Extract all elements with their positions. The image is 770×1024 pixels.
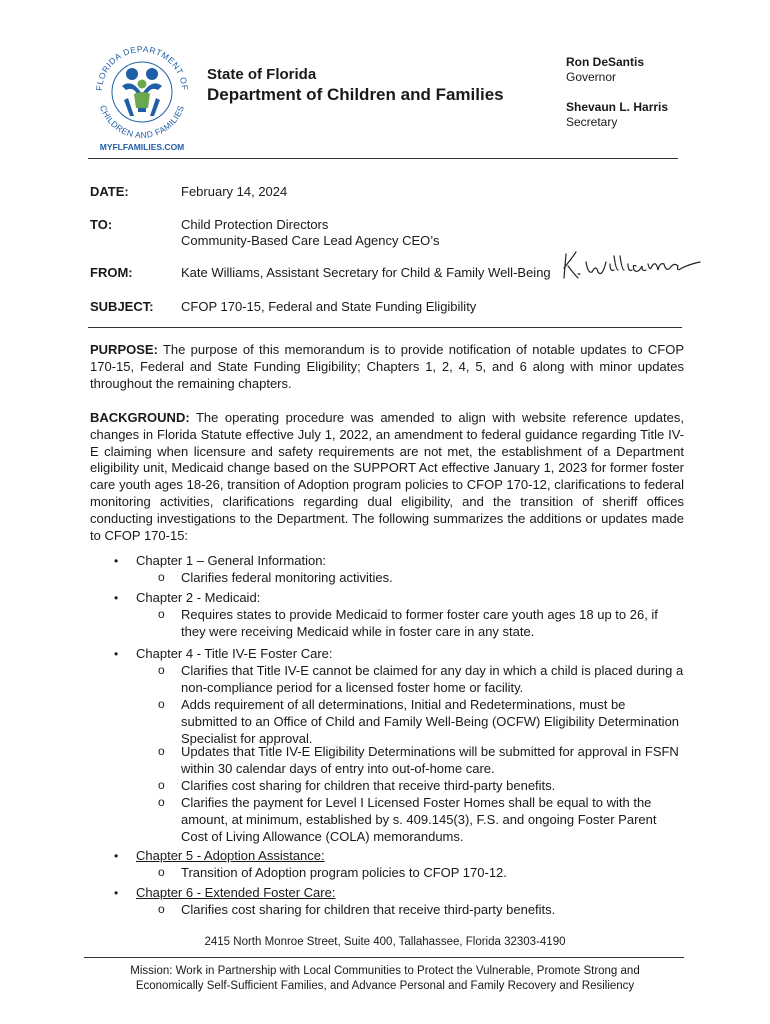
bullet-icon: • xyxy=(114,591,119,605)
chapter-4-item-3: Updates that Title IV-E Eligibility Determinations will be submitted for approval in FSFN within 30 calendar days of entry into out-of-home care. xyxy=(181,744,679,776)
bullet-icon: • xyxy=(114,554,119,568)
purpose-paragraph xyxy=(90,342,684,392)
mission-line-1: Mission: Work in Partnership with Local Communities to Protect the Vulnerable, Promote Strong and xyxy=(130,965,640,977)
from-label: FROM: xyxy=(90,265,133,280)
state-name: State of Florida xyxy=(207,66,317,83)
dcf-seal-logo xyxy=(88,38,196,154)
bullet-icon: • xyxy=(114,886,119,900)
header-divider xyxy=(88,158,678,159)
background-paragraph xyxy=(90,410,684,544)
footer-address: 2415 North Monroe Street, Suite 400, Tallahassee, Florida 32303-4190 xyxy=(204,936,566,948)
date-label: DATE: xyxy=(90,184,129,199)
chapter-6-item-1: Clarifies cost sharing for children that receive third-party benefits. xyxy=(181,902,556,917)
memo-divider xyxy=(88,327,682,328)
circle-bullet-icon: o xyxy=(158,795,165,809)
seal-text-bottom: CHILDREN AND FAMILIES xyxy=(97,103,187,141)
circle-bullet-icon: o xyxy=(158,778,165,792)
chapter-4-item-5: Clarifies the payment for Level I Licensed Foster Homes shall be equal to with the amount, at minimum, established by s. 409.145(3), F.S. and ongoing Foster Parent Cost of Living Allowance (COLA) memorandums. xyxy=(181,795,657,844)
mission-line-2: Economically Self-Sufficient Families, and Advance Personal and Family Recovery and Resiliency xyxy=(135,980,635,992)
background-text: The operating procedure was amended to align with website reference updates, changes in Florida Statute effective July 1, 2022, an amendment to federal guidance regarding Title IV-E claiming when licensure and safety requirements are not met, the establishment of a Department eligibility unit, Medicaid change based on the SUPPORT Act effective January 1, 2023 for former foster care youth ages 18-26, transition of Adoption program policies to CFOP 170-12, clarifications to federal monitoring activities, clarifications regarding dual eligibility, and the transition of sheriff offices conducting investigations to the Department. The following summarizes the additions or updates made to CFOP 170-15: xyxy=(90,410,684,543)
purpose-label: PURPOSE: xyxy=(90,342,158,357)
circle-bullet-icon: o xyxy=(158,902,165,916)
chapter-4-item-2: Adds requirement of all determinations, Initial and Redeterminations, must be submitted to an Office of Child and Family Well-Being (OCFW) Eligibility Determination Specialist for approval. xyxy=(181,697,680,746)
to-line-1: Child Protection Directors xyxy=(181,217,329,232)
footer-divider xyxy=(84,957,684,958)
seal-url: MYFLFAMILIES.COM xyxy=(99,142,185,152)
secretary-name: Shevaun L. Harris xyxy=(566,100,669,114)
governor-name: Ron DeSantis xyxy=(566,55,645,69)
subject-value: CFOP 170-15, Federal and State Funding Eligibility xyxy=(181,299,477,314)
circle-bullet-icon: o xyxy=(158,744,165,758)
chapter-1-item-1: Clarifies federal monitoring activities. xyxy=(181,570,393,585)
governor-title: Governor xyxy=(566,70,617,84)
circle-bullet-icon: o xyxy=(158,865,165,879)
bullet-icon: • xyxy=(114,849,119,863)
date-value: February 14, 2024 xyxy=(181,184,288,199)
chapter-6-title: Chapter 6 - Extended Foster Care: xyxy=(136,885,336,900)
circle-bullet-icon: o xyxy=(158,697,165,711)
circle-bullet-icon: o xyxy=(158,663,165,677)
chapter-5-title: Chapter 5 - Adoption Assistance: xyxy=(136,848,325,863)
chapter-4-item-1: Clarifies that Title IV-E cannot be claimed for any day in which a child is placed during a non-compliance period for a licensed foster home or facility. xyxy=(181,663,684,695)
from-value: Kate Williams, Assistant Secretary for Child & Family Well-Being xyxy=(181,265,551,280)
seal-text-top: FLORIDA DEPARTMENT OF xyxy=(93,43,191,92)
bullet-icon: • xyxy=(114,647,119,661)
background-label: BACKGROUND: xyxy=(90,410,190,425)
chapter-1-title: Chapter 1 – General Information: xyxy=(136,553,327,568)
chapter-4-title: Chapter 4 - Title IV-E Foster Care: xyxy=(136,646,333,661)
secretary-title: Secretary xyxy=(566,115,618,129)
to-label: TO: xyxy=(90,217,113,232)
purpose-text: The purpose of this memorandum is to provide notification of notable updates to CFOP 170-15, Federal and State Funding Eligibility; Chapters 1, 2, 4, 5, and 6 along with minor updates throughout the remaining chapters. xyxy=(90,342,684,391)
chapter-2-item-1: Requires states to provide Medicaid to former foster care youth ages 18 up to 26, if they were receiving Medicaid while in foster care in any state. xyxy=(181,607,658,639)
to-line-2: Community-Based Care Lead Agency CEO’s xyxy=(181,233,440,248)
circle-bullet-icon: o xyxy=(158,607,165,621)
circle-bullet-icon: o xyxy=(158,570,165,584)
chapter-2-title: Chapter 2 - Medicaid: xyxy=(136,590,261,605)
chapter-5-item-1: Transition of Adoption program policies to CFOP 170-12. xyxy=(181,865,507,880)
department-name: Department of Children and Families xyxy=(207,85,504,104)
chapter-4-item-4: Clarifies cost sharing for children that receive third-party benefits. xyxy=(181,778,556,793)
signature xyxy=(560,248,705,286)
subject-label: SUBJECT: xyxy=(90,299,154,314)
